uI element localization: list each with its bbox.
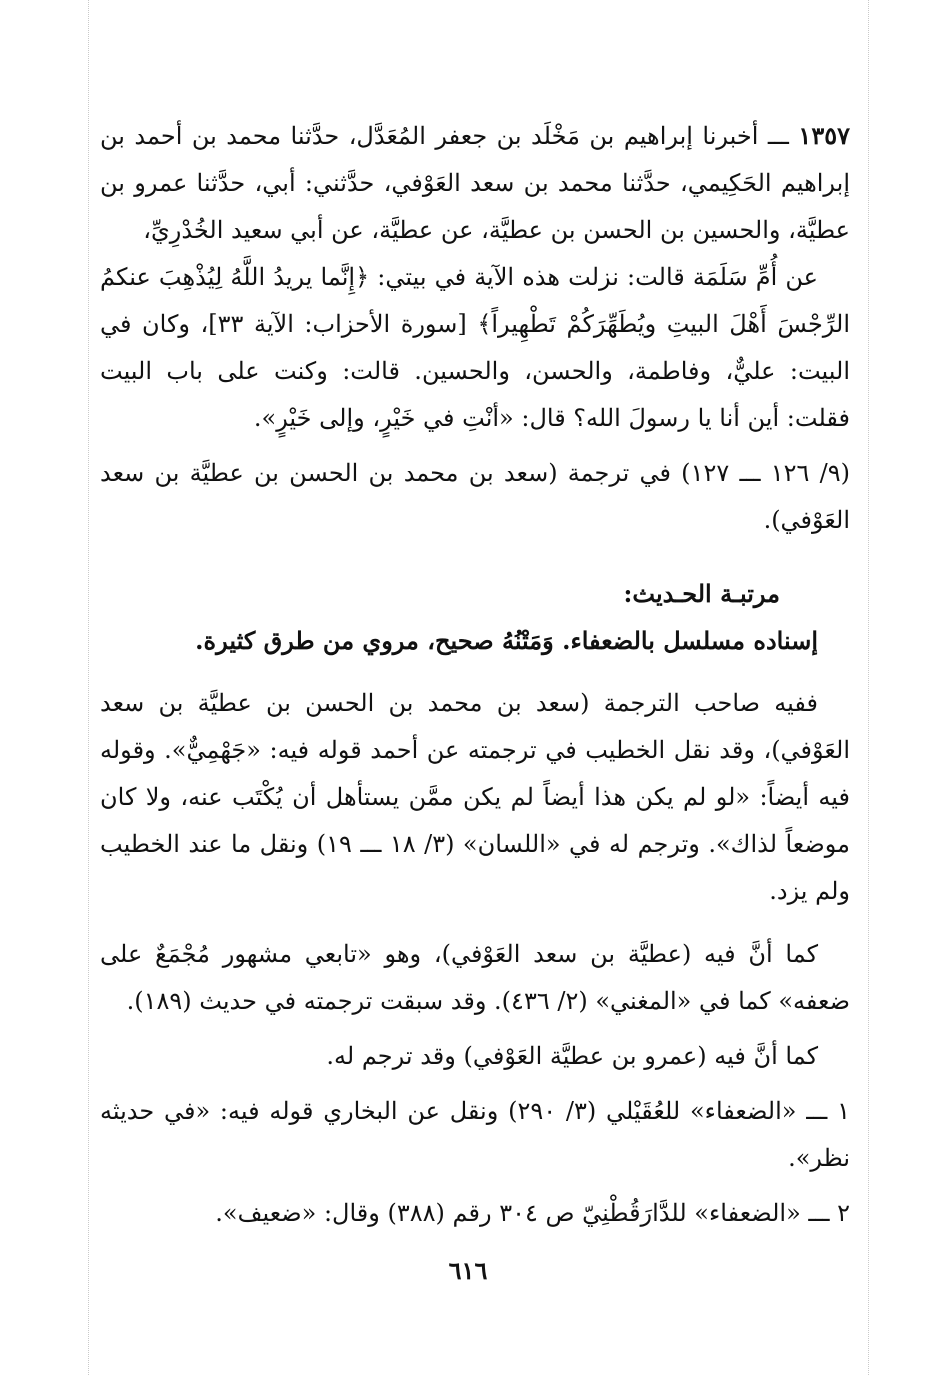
- hadith-number: ١٣٥٧: [798, 121, 850, 150]
- section-heading: مرتبـة الحـديث:: [623, 579, 780, 608]
- narrator-discussion-2: كما أنَّ فيه (عطيَّة بن سعد العَوْفي)، وهو «تابعي مشهور مُجْمَعٌ على ضعفه» كما في «المغني» (٢/ ٤٣٦). وقد سبقت ترجمته في حديث (١٨٩).: [100, 940, 850, 1015]
- narrator-discussion-1: ففيه صاحب الترجمة (سعد بن محمد بن الحسن بن عطيَّة بن سعد العَوْفي)، وقد نقل الخطيب في ترجمته عن أحمد قوله فيه: «جَهْمِيٌّ». وقوله فيه أيضاً: «لو لم يكن هذا أيضاً لم يكن ممَّن يستأهل أن يُكْتَب عنه، ولا كان موضعاً لذاك». وترجم له في «اللسان» (٣/ ١٨ ـــ ١٩) ونقل ما عند الخطيب ولم يزد.: [100, 689, 851, 905]
- hadith-isnad: ـــ أخبرنا إبراهيم بن مَخْلَد بن جعفر المُعَدَّل، حدَّثنا محمد بن أحمد بن إبراهيم الحَكِيمي، حدَّثنا محمد بن سعد العَوْفي، حدَّثني: أبي، حدَّثنا عمرو بن عطيَّة، والحسين بن الحسن بن عطيَّة، عن عطيَّة، عن أبي سعيد الخُدْرِيِّ،: [100, 122, 850, 244]
- hadith-paragraph: [100, 112, 850, 254]
- scan-dotted-line-left: [88, 0, 89, 1375]
- source-reference: (٩/ ١٢٦ ـــ ١٢٧) في ترجمة (سعد بن محمد بن الحسن بن عطيَّة بن سعد العَوْفي).: [100, 459, 851, 534]
- list-item-1: ١ ـــ «الضعفاء» للعُقَيْلي (٣/ ٢٩٠) ونقل عن البخاري قوله فيه: «في حديثه نظر».: [100, 1097, 850, 1172]
- list-item-2: ٢ ـــ «الضعفاء» للدَّارَقُطْنِيّ ص ٣٠٤ رقم (٣٨٨) وقال: «ضعيف».: [215, 1199, 850, 1227]
- narrator-discussion-3: كما أنَّ فيه (عمرو بن عطيَّة العَوْفي) وقد ترجم له.: [326, 1042, 818, 1070]
- scan-dotted-line-right: [868, 0, 869, 1375]
- page-number: ٦١٦: [448, 1256, 488, 1285]
- hadith-matn: عن أُمِّ سَلَمَة قالت: نزلت هذه الآية في بيتي: ﴿إِنَّما يريدُ اللَّهُ لِيُذْهِبَ عنكمُ الرِّجْسَ أَهْلَ البيتِ ويُطَهِّرَكُمْ تَطْهِيراً﴾ [سورة الأحزاب: الآية ٣٣]، وكان في البيت: عليٌّ، وفاطمة، والحسن، والحسين. قالت: وكنت على باب البيت فقلت: أين أنا يا رسولَ الله؟ قال: «أنْتِ في خَيْرٍ، وإلى خَيْرٍ».: [100, 263, 851, 432]
- page-content: [100, 112, 850, 1237]
- hadith-verdict: إسناده مسلسل بالضعفاء. وَمَتْنُهُ صحيح، مروي من طرق كثيرة.: [195, 626, 818, 655]
